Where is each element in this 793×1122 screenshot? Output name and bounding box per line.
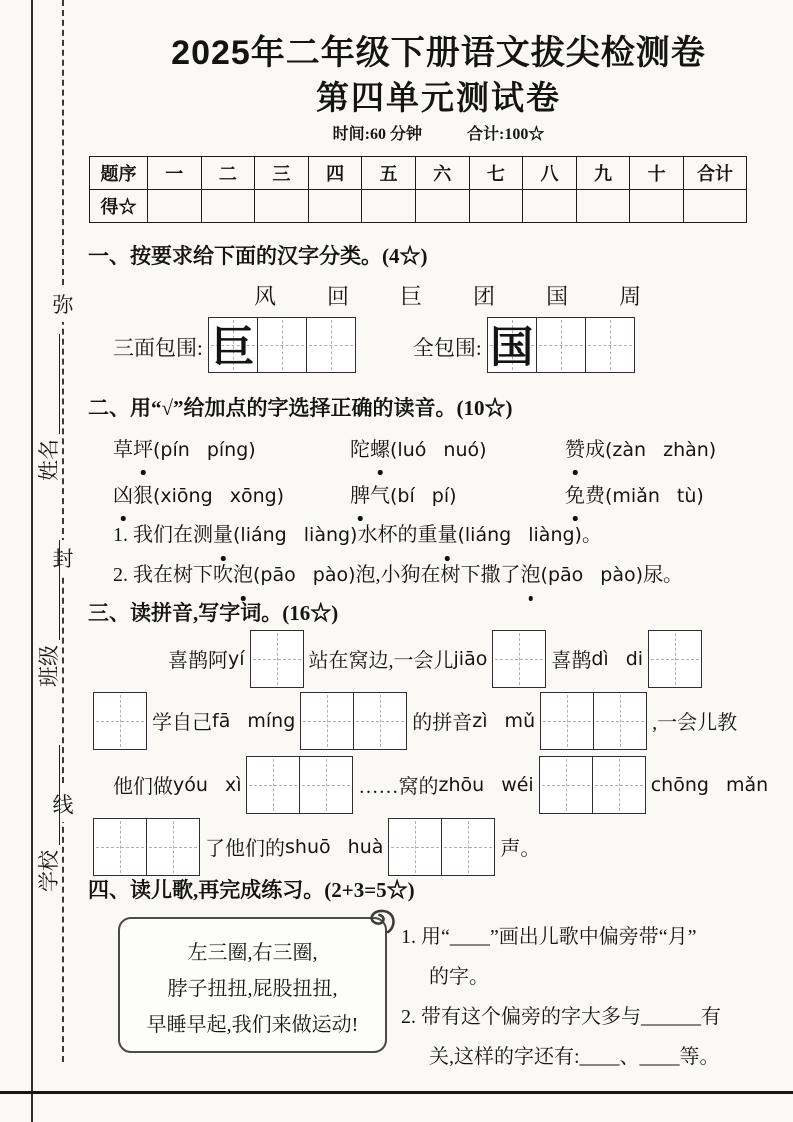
pinyin-text: yóu xì	[173, 773, 242, 796]
candidate-char: 风	[254, 283, 277, 309]
write-box	[492, 630, 546, 688]
pinyin-text: (liáng liàng)	[233, 523, 358, 546]
score-header-row	[90, 156, 747, 189]
hanzi-text: 陀	[350, 438, 370, 461]
q2-word-row	[113, 477, 789, 515]
poem-line: 脖子扭扭,屁股扭扭,	[167, 977, 338, 1000]
write-box	[208, 317, 356, 373]
write-box	[648, 630, 702, 688]
hanzi-text: 学自己	[152, 712, 212, 735]
write-cell	[493, 631, 545, 687]
q3-heading: 三、读拼音,写字词。(16☆)	[88, 600, 339, 625]
write-cell	[441, 819, 494, 875]
hanzi-text: 他们做	[113, 776, 173, 799]
class-blank-line	[36, 540, 59, 640]
paper-content	[88, 30, 789, 1077]
hanzi-text: 凶	[113, 477, 133, 515]
school-label	[33, 742, 63, 892]
pinyin-text: fā míng	[212, 709, 296, 732]
score-cell-empty	[684, 189, 747, 222]
pinyin-text: (pāo pào)	[540, 563, 644, 586]
candidate-char: 国	[546, 283, 569, 309]
candidate-char: 巨	[400, 283, 423, 309]
word-item	[350, 477, 565, 515]
write-box	[93, 818, 200, 876]
write-cell	[209, 318, 257, 372]
page-title: 2025年二年级下册语文拔尖检测卷	[171, 34, 706, 72]
candidate-char: 团	[473, 283, 496, 309]
hanzi-text: 尿。	[643, 563, 684, 586]
write-box	[487, 317, 635, 373]
hanzi-text: 了他们的	[205, 838, 285, 861]
score-cell-empty	[415, 189, 469, 222]
hanzi-text: 费	[585, 484, 605, 507]
write-cell	[389, 819, 441, 875]
write-box	[246, 756, 353, 814]
hanzi-text: 的拼音	[412, 712, 473, 735]
hanzi-text: 免	[565, 477, 585, 515]
seal-char: 封	[50, 540, 76, 576]
write-cell	[585, 318, 634, 372]
score-cell-empty	[630, 189, 684, 222]
word-item	[565, 431, 789, 469]
hanzi-text: 泡,小狗在树下撒了	[355, 563, 521, 586]
score-col: 三	[255, 156, 309, 189]
hanzi-text: 赞	[565, 431, 585, 469]
q4-item-line: 的字。	[429, 965, 489, 988]
write-cell	[306, 318, 355, 372]
hanzi-text: 坪	[133, 431, 153, 469]
score-col: 七	[469, 156, 523, 189]
write-cell	[257, 318, 306, 372]
hanzi-text: 2. 我在树下吹	[113, 563, 233, 586]
seal-char: 线	[50, 786, 76, 822]
word-item	[113, 477, 350, 515]
total-label: 合计:100☆	[467, 126, 545, 144]
write-cell	[94, 819, 146, 875]
score-col: 八	[523, 156, 577, 189]
poem-box	[118, 917, 387, 1053]
write-box	[540, 692, 647, 750]
q3-pinyin-line	[113, 756, 789, 814]
time-label: 时间:60 分钟	[332, 126, 422, 144]
score-col: 五	[362, 156, 416, 189]
hanzi-text: 泡	[521, 555, 541, 595]
write-box	[539, 756, 646, 814]
write-cell	[593, 693, 646, 749]
pinyin-text: (pín píng)	[153, 438, 256, 461]
poem-line: 左三圈,右三圈,	[187, 941, 318, 964]
write-cell	[592, 757, 645, 813]
hanzi-text: 量	[437, 515, 457, 555]
q1-heading: 一、按要求给下面的汉字分类。(4☆)	[88, 243, 428, 268]
q2-sentence	[113, 515, 789, 555]
score-value-row	[90, 189, 747, 222]
q2-heading: 二、用“√”给加点的字选择正确的读音。(10☆)	[88, 395, 513, 420]
score-col: 合计	[684, 156, 747, 189]
class-label-text: 班级	[37, 645, 61, 687]
q1-candidate-chars	[254, 282, 789, 311]
school-blank-line	[36, 745, 59, 845]
write-cell	[247, 757, 299, 813]
q1-answer-row	[113, 317, 789, 378]
seal-dashed-line	[62, 0, 64, 1062]
q1-write-grid	[203, 317, 361, 378]
q2-word-row	[113, 431, 789, 469]
handwritten-answer: 国	[490, 325, 534, 373]
class-label	[33, 537, 63, 687]
pinyin-text: jiāo	[453, 647, 488, 670]
pinyin-text: yí	[228, 647, 245, 670]
q4-item-line: 2. 带有这个偏旁的字大多与______有	[401, 1005, 721, 1028]
hanzi-text: 成	[585, 438, 605, 461]
write-cell	[299, 757, 352, 813]
q1-write-grid	[482, 317, 640, 378]
pinyin-text: shuō huà	[285, 835, 384, 858]
score-cell-empty	[576, 189, 630, 222]
hanzi-text: 量	[213, 515, 233, 555]
hanzi-text: 1. 我们在测	[113, 523, 213, 546]
score-cell-empty	[201, 189, 255, 222]
poem-line: 早睡早起,我们来做运动!	[146, 1013, 359, 1036]
hanzi-text: 站在窝边,一会儿	[308, 650, 454, 673]
score-col: 六	[415, 156, 469, 189]
seal-char: 弥	[50, 286, 76, 322]
name-blank-line	[36, 334, 59, 434]
hanzi-text: 水杯的重	[357, 523, 438, 546]
score-col: 九	[576, 156, 630, 189]
write-cell	[649, 631, 701, 687]
score-cell-empty	[255, 189, 309, 222]
write-cell	[536, 318, 585, 372]
pinyin-text: chōng mǎn	[650, 773, 769, 796]
school-label-text: 学校	[37, 850, 61, 892]
write-cell	[301, 693, 353, 749]
exam-info	[88, 124, 789, 146]
pinyin-text: (pāo pào)	[253, 563, 356, 586]
candidate-char: 回	[327, 283, 350, 309]
q2-sentence	[113, 555, 789, 595]
pinyin-text: zhōu wéi	[438, 773, 534, 796]
write-cell	[251, 631, 303, 687]
pinyin-text: (xiōng xōng)	[153, 484, 285, 507]
score-col-header: 题序	[90, 156, 148, 189]
hanzi-text: 喜鹊	[551, 650, 592, 673]
q4-item-line: 关,这样的字还有:____、____等。	[429, 1045, 720, 1068]
hanzi-text: 。	[581, 523, 602, 546]
write-box	[250, 630, 304, 688]
hanzi-text: ,一会儿教	[652, 712, 738, 735]
pinyin-text: (zàn zhàn)	[605, 438, 717, 461]
score-col: 二	[201, 156, 255, 189]
write-cell	[353, 693, 406, 749]
score-table	[89, 156, 747, 223]
write-cell	[146, 819, 199, 875]
score-col: 一	[148, 156, 202, 189]
score-cell-empty	[148, 189, 202, 222]
score-cell-empty	[362, 189, 416, 222]
hanzi-text: 声。	[500, 838, 541, 861]
hanzi-text: 狠	[133, 484, 153, 507]
score-col: 四	[308, 156, 362, 189]
hanzi-text: 气	[370, 484, 390, 507]
pinyin-text: zì mǔ	[472, 709, 536, 732]
hanzi-text: 喜鹊阿	[168, 650, 228, 673]
score-cell-empty	[469, 189, 523, 222]
write-box	[300, 692, 407, 750]
bottom-rule	[0, 1091, 793, 1094]
word-item	[565, 477, 789, 515]
write-cell	[488, 318, 536, 372]
page-subtitle: 第四单元测试卷	[316, 78, 561, 116]
hanzi-text: 泡	[233, 555, 253, 595]
q4-questions	[401, 917, 721, 1077]
q1-group-label: 三面包围:	[113, 336, 203, 361]
handwritten-answer: 巨	[211, 325, 255, 373]
name-label	[33, 331, 63, 481]
binder-ring-icon	[363, 903, 399, 945]
pinyin-text: (luó nuó)	[390, 438, 487, 461]
write-cell	[540, 757, 592, 813]
pinyin-text: (bí pí)	[390, 484, 457, 507]
word-item	[350, 431, 565, 469]
pinyin-text: dì di	[591, 647, 644, 670]
score-cell-empty	[308, 189, 362, 222]
write-cell	[541, 693, 593, 749]
pinyin-text: (miǎn tù)	[605, 484, 704, 507]
write-box	[93, 692, 147, 750]
q1-group-label: 全包围:	[412, 336, 482, 361]
candidate-char: 周	[619, 283, 642, 309]
q3-pinyin-line	[88, 692, 789, 750]
q4-area	[88, 917, 789, 1077]
hanzi-text: ……窝的	[358, 776, 439, 799]
word-item	[113, 431, 350, 469]
q3-pinyin-line	[168, 630, 789, 688]
score-cell-empty	[523, 189, 577, 222]
hanzi-text: 脾	[350, 477, 370, 515]
q3-pinyin-line	[88, 818, 789, 876]
q4-item-line: 1. 用“____”画出儿歌中偏旁带“月”	[401, 925, 697, 948]
write-cell	[94, 693, 146, 749]
hanzi-text: 草	[113, 438, 133, 461]
q4-heading: 四、读儿歌,再完成练习。(2+3=5☆)	[88, 877, 415, 902]
score-row-label: 得☆	[90, 189, 148, 222]
hanzi-text: 螺	[370, 431, 390, 469]
score-col: 十	[630, 156, 684, 189]
write-box	[388, 818, 495, 876]
pinyin-text: (liáng liàng)	[457, 523, 582, 546]
name-label-text: 姓名	[37, 439, 61, 481]
